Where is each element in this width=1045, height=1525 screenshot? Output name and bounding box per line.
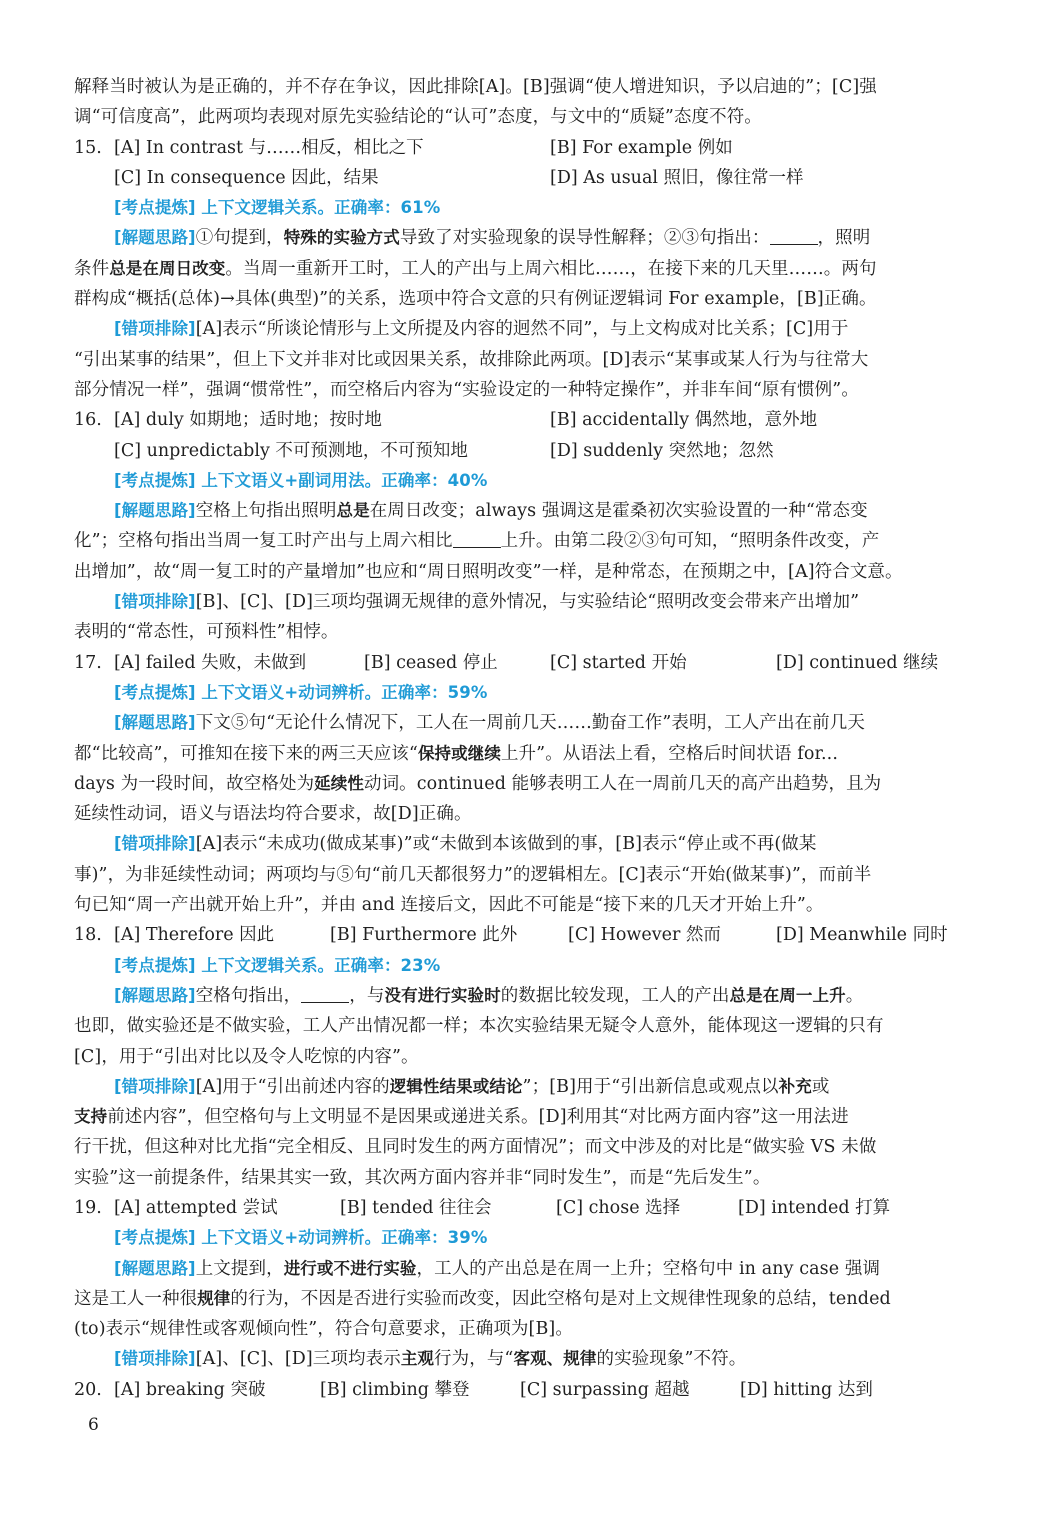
text: ”；[B]用于“引出新信息或观点以 — [522, 1076, 779, 1097]
question-19-elimination-line-1 — [74, 1344, 994, 1374]
question-15-reasoning-line-2 — [74, 254, 994, 284]
text: 动词。continued 能够表明工人在一周前几天的高产出趋势，且为 — [363, 773, 882, 794]
question-18-option-a: [A] Therefore 因此 — [114, 925, 275, 946]
question-16-option-a: [A] duly 如期地；适时地；按时地 — [114, 410, 382, 431]
text: ，工人的产出总是在周一上升；空格句中 in any case 强调 — [416, 1258, 881, 1279]
question-18-elimination-line-3: 行干扰，但这种对比尤指“完全相反、且同时发生的两方面情况”；而文中涉及的对比是“做实验 VS 未做 — [74, 1137, 877, 1158]
question-16-option-b: [B] accidentally 偶然地，意外地 — [550, 410, 818, 431]
question-17-elimination-line-3: 句已知“周一产出就开始上升”，并由 and 连接后文，因此不可能是“接下来的几天才开始上升”。 — [74, 895, 824, 916]
key-point-text: 上下文逻辑关系。正确率：61% — [201, 198, 441, 218]
reasoning-label: [解题思路] — [114, 713, 196, 733]
question-15-option-a: [A] In contrast 与……相反，相比之下 — [114, 137, 424, 158]
question-16-elimination-line-2: 表明的“常态性，可预料性”相悖。 — [74, 622, 339, 643]
question-17-reasoning-line-4: 延续性动词，语义与语法均符合要求，故[D]正确。 — [74, 804, 472, 825]
question-17-options-row — [74, 648, 994, 678]
question-16-reasoning-line-3: 出增加”，故“周一复工时的产量增加”也应和“周日照明改变”一样，是种常态，在预期之中，[A]符合文意。 — [74, 561, 903, 582]
emphasis: 支持 — [74, 1107, 108, 1127]
text: 的行为，不因是否进行实验而改变，因此空格句是对上文规律性现象的总结，tended — [230, 1288, 891, 1309]
text: 上文提到， — [195, 1258, 284, 1279]
text: days 为一段时间，故空格处为 — [74, 773, 315, 794]
answer-blank — [301, 984, 349, 1003]
intro-line-2: 调“可信度高”，此两项均表现对原先实验结论的“认可”态度，与文中的“质疑”态度不符。 — [74, 107, 762, 128]
question-15-options-row-2 — [74, 163, 994, 193]
text: 行为，与“ — [434, 1349, 514, 1370]
text: 的实验现象”不符。 — [596, 1349, 747, 1370]
key-point-text: 上下文逻辑关系。正确率：23% — [201, 955, 441, 975]
key-point-label: [考点提炼] — [114, 682, 196, 702]
text: [A]、[C]、[D]三项均表示 — [195, 1349, 401, 1370]
key-point-text: 上下文语义+动词辨析。正确率：39% — [201, 1228, 488, 1248]
reasoning-label: [解题思路] — [114, 501, 196, 521]
question-17-reasoning-line-3 — [74, 769, 994, 799]
question-15-elimination-line-3: 部分情况一样”，强调“惯常性”，而空格后内容为“实验设定的一种特定操作”，并非车间“原有惯例”。 — [74, 379, 859, 400]
emphasis: 总是在周一上升 — [729, 985, 846, 1005]
text: 条件 — [74, 258, 110, 279]
elimination-label: [错项排除] — [114, 1349, 196, 1369]
question-16-option-c: [C] unpredictably 不可预测地，不可预知地 — [114, 440, 468, 461]
text: 化”；空格句指出当周一复工时产出与上周六相比 — [74, 531, 453, 552]
emphasis: 规律 — [197, 1288, 231, 1308]
question-19-options-row — [74, 1193, 994, 1223]
question-16-option-d: [D] suddenly 突然地；忽然 — [550, 440, 774, 461]
emphasis: 保持或继续 — [417, 743, 501, 763]
reasoning-label: [解题思路] — [114, 1258, 196, 1278]
question-19-option-d: [D] intended 打算 — [738, 1197, 891, 1218]
question-15-elimination-line-1 — [74, 314, 994, 344]
question-17-option-c: [C] started 开始 — [550, 652, 687, 673]
text: 。 — [845, 985, 864, 1006]
question-15-option-b: [B] For example 例如 — [550, 137, 733, 158]
question-20-option-a: [A] breaking 突破 — [114, 1379, 266, 1400]
text: 空格上句指出照明 — [195, 501, 337, 522]
question-18-option-d: [D] Meanwhile 同时 — [776, 925, 948, 946]
answer-blank — [453, 529, 501, 548]
question-17-option-b: [B] ceased 停止 — [364, 652, 498, 673]
emphasis: 延续性 — [314, 773, 364, 793]
emphasis: 主观 — [400, 1349, 435, 1369]
key-point-label: [考点提炼] — [114, 955, 196, 975]
key-point-label: [考点提炼] — [114, 470, 196, 490]
text: 都“比较高”，可推知在接下来的两三天应该“ — [74, 743, 418, 764]
question-15-elimination-line-2: “引出某事的结果”，但上下文并非对比或因果关系，故排除此两项。[D]表示“某事或某人行为与往常大 — [74, 349, 869, 370]
question-18-reasoning-line-2: 也即，做实验还是不做实验，工人产出情况都一样；本次实验结果无疑令人意外，能体现这一逻辑的只有 — [74, 1016, 884, 1037]
question-18-elimination-line-1 — [74, 1072, 994, 1102]
question-19-option-a: [A] attempted 尝试 — [114, 1197, 278, 1218]
question-17-option-d: [D] continued 继续 — [776, 652, 939, 673]
question-17-option-a: [A] failed 失败，未做到 — [114, 652, 307, 673]
text: 。当周一重新开工时，工人的产出与上周六相比……，在接下来的几天里……。两句 — [225, 258, 877, 279]
text: 下文⑤句“无论什么情况下，工人在一周前几天……勤奋工作”表明，工人产出在前几天 — [195, 713, 865, 734]
question-19-number: 19. — [74, 1197, 102, 1218]
text: 在周日改变；always 强调这是霍桑初次实验设置的一种“常态变 — [369, 501, 868, 522]
question-16-reasoning-line-2 — [74, 526, 994, 556]
text: ，照明 — [817, 228, 871, 249]
question-18-number: 18. — [74, 925, 102, 946]
question-18-elimination-line-2 — [74, 1102, 994, 1132]
question-19-reasoning-line-3: (to)表示“规律性或客观倾向性”，符合句意要求，正确项为[B]。 — [74, 1319, 573, 1340]
question-17-number: 17. — [74, 652, 102, 673]
page-content — [74, 72, 994, 1405]
question-16-reasoning-line-1 — [74, 496, 994, 526]
emphasis: 逻辑性结果或结论 — [389, 1076, 523, 1096]
question-20-number: 20. — [74, 1379, 102, 1400]
text: 上升”。从语法上看，空格后时间状语 for... — [500, 743, 839, 764]
question-16-key-point — [74, 466, 994, 496]
emphasis: 客观、规律 — [513, 1349, 597, 1369]
question-16-elimination-line-1 — [74, 587, 994, 617]
question-20-option-d: [D] hitting 达到 — [740, 1379, 873, 1400]
question-20-options-row — [74, 1375, 994, 1405]
emphasis: 总是 — [336, 501, 370, 521]
emphasis: 总是在周日改变 — [109, 258, 226, 278]
question-16-number: 16. — [74, 410, 102, 431]
question-18-elimination-line-4: 实验”这一前提条件，结果其实一致，其次两方面内容并非“同时发生”，而是“先后发生”。 — [74, 1167, 771, 1188]
question-17-reasoning-line-1 — [74, 708, 994, 738]
question-18-reasoning-line-3: [C]，用于“引出对比以及令人吃惊的内容”。 — [74, 1046, 419, 1067]
text: [A]表示“所谈论情形与上文所提及内容的迥然不同”，与上文构成对比关系；[C]用于 — [195, 319, 849, 340]
text: 导致了对实验现象的误导性解释；②③句指出： — [399, 228, 770, 249]
question-18-options-row — [74, 920, 994, 950]
reasoning-label: [解题思路] — [114, 985, 196, 1005]
question-18-option-b: [B] Furthermore 此外 — [330, 925, 518, 946]
emphasis: 没有进行实验时 — [384, 985, 501, 1005]
question-19-option-c: [C] chose 选择 — [556, 1197, 681, 1218]
key-point-text: 上下文语义+副词用法。正确率：40% — [201, 470, 488, 490]
question-15-reasoning-line-1 — [74, 223, 994, 253]
question-17-elimination-line-2: 事)”，为非延续性动词；两项均与⑤句“前几天都很努力”的逻辑相左。[C]表示“开始(做某事)”，而前半 — [74, 864, 872, 885]
question-19-option-b: [B] tended 往往会 — [340, 1197, 492, 1218]
question-15-reasoning-line-3: 群构成“概括(总体)→具体(典型)”的关系，选项中符合文意的只有例证逻辑词 For example，[B]正确。 — [74, 289, 877, 310]
emphasis: 进行或不进行实验 — [283, 1258, 417, 1278]
question-20-option-b: [B] climbing 攀登 — [320, 1379, 470, 1400]
question-17-elimination-line-1 — [74, 829, 994, 859]
text: 前述内容”，但空格句与上文明显不是因果或递进关系。[D]利用其“对比两方面内容”这一用法进 — [107, 1107, 849, 1128]
answer-blank — [770, 226, 818, 245]
question-18-option-c: [C] However 然而 — [568, 925, 721, 946]
question-17-key-point — [74, 678, 994, 708]
question-18-reasoning-line-1 — [74, 981, 994, 1011]
question-20-option-c: [C] surpassing 超越 — [520, 1379, 690, 1400]
text: [A]用于“引出前述内容的 — [195, 1076, 390, 1097]
page-number: 6 — [88, 1415, 99, 1435]
elimination-label: [错项排除] — [114, 592, 196, 612]
text: 这是工人一种很 — [74, 1288, 198, 1309]
question-15-options-row-1 — [74, 133, 994, 163]
question-19-key-point — [74, 1223, 994, 1253]
text: [B]、[C]、[D]三项均强调无规律的意外情况，与实验结论“照明改变会带来产出增加” — [195, 592, 860, 613]
question-19-reasoning-line-2 — [74, 1284, 994, 1314]
key-point-label: [考点提炼] — [114, 198, 196, 218]
question-17-reasoning-line-2 — [74, 739, 994, 769]
text: 或 — [811, 1076, 830, 1097]
key-point-text: 上下文语义+动词辨析。正确率：59% — [201, 682, 488, 702]
text: ，与 — [349, 985, 385, 1006]
question-19-reasoning-line-1 — [74, 1254, 994, 1284]
question-18-key-point — [74, 951, 994, 981]
question-15-key-point — [74, 193, 994, 223]
question-16-options-row-1 — [74, 405, 994, 435]
question-15-option-d: [D] As usual 照旧，像往常一样 — [550, 167, 804, 188]
text: [A]表示“未成功(做成某事)”或“未做到本该做到的事，[B]表示“停止或不再(做某 — [195, 834, 817, 855]
question-15-option-c: [C] In consequence 因此，结果 — [114, 167, 379, 188]
text: 空格句指出， — [195, 985, 302, 1006]
elimination-label: [错项排除] — [114, 1076, 196, 1096]
elimination-label: [错项排除] — [114, 319, 196, 339]
emphasis: 特殊的实验方式 — [283, 228, 400, 248]
elimination-label: [错项排除] — [114, 834, 196, 854]
reasoning-label: [解题思路] — [114, 228, 196, 248]
intro-line-1: 解释当时被认为是正确的，并不存在争议，因此排除[A]。[B]强调“使人增进知识，予以启迪的”；[C]强 — [74, 77, 877, 97]
key-point-label: [考点提炼] — [114, 1228, 196, 1248]
text: ①句提到， — [195, 228, 284, 249]
question-15-number: 15. — [74, 137, 102, 158]
emphasis: 补充 — [778, 1076, 812, 1096]
question-16-options-row-2 — [74, 436, 994, 466]
text: 的数据比较发现，工人的产出 — [500, 985, 730, 1006]
text: 上升。由第二段②③句可知，“照明条件改变，产 — [500, 531, 880, 552]
